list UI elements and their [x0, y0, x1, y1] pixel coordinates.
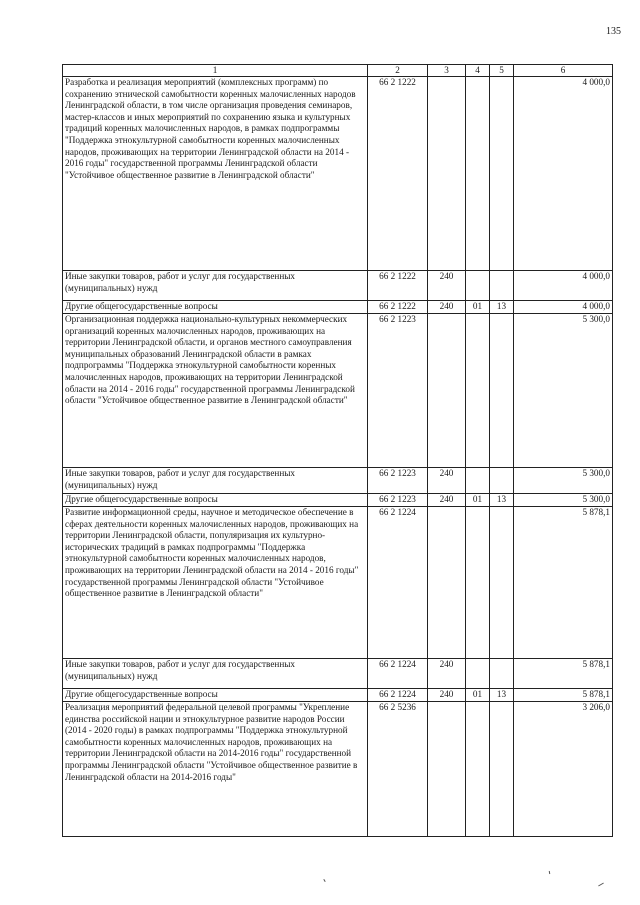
- row-pr-cell: [490, 77, 514, 271]
- row-amount-cell: 4 000,0: [514, 301, 613, 314]
- row-pr-cell: 13: [490, 301, 514, 314]
- row-name-cell: Реализация мероприятий федеральной целевой программы "Укрепление единства российской нации и этнокультурное развитие народов России (2014 - 2020 годы) в рамках подпрограммы "Поддержка этнокультурной самобытности коренных малочисленных народов, проживающих на территории Ленинградской области на 2014-2016 годы" государственной программы Ленинградской области "Устойчивое общественное развитие в Ленинградской области на 2014-2016 годы": [63, 702, 368, 837]
- row-code-cell: 66 2 1223: [368, 314, 428, 468]
- table-row: [63, 507, 613, 659]
- row-rz-cell: [466, 314, 490, 468]
- row-pr-cell: [490, 468, 514, 494]
- row-vr-cell: [428, 507, 466, 659]
- row-amount-cell: 5 878,1: [514, 689, 613, 702]
- row-rz-cell: 01: [466, 494, 490, 507]
- row-rz-cell: [466, 702, 490, 837]
- row-name-cell: Иные закупки товаров, работ и услуг для государственных (муниципальных) нужд: [63, 271, 368, 301]
- row-vr-cell: [428, 77, 466, 271]
- row-pr-cell: 13: [490, 689, 514, 702]
- row-name-cell: Иные закупки товаров, работ и услуг для государственных (муниципальных) нужд: [63, 659, 368, 689]
- row-vr-cell: 240: [428, 494, 466, 507]
- table-row: [63, 659, 613, 689]
- row-code-cell: 66 2 1224: [368, 507, 428, 659]
- row-code-cell: 66 2 1222: [368, 271, 428, 301]
- row-pr-cell: [490, 702, 514, 837]
- header-cell-1: 1: [63, 65, 368, 77]
- table-row: [63, 314, 613, 468]
- row-name-cell: Другие общегосударственные вопросы: [63, 301, 368, 314]
- row-amount-cell: 5 878,1: [514, 659, 613, 689]
- row-amount-cell: 4 000,0: [514, 77, 613, 271]
- header-cell-4: 4: [466, 65, 490, 77]
- row-rz-cell: [466, 659, 490, 689]
- row-rz-cell: 01: [466, 689, 490, 702]
- row-amount-cell: 5 300,0: [514, 468, 613, 494]
- header-cell-2: 2: [368, 65, 428, 77]
- row-code-cell: 66 2 1223: [368, 494, 428, 507]
- row-vr-cell: 240: [428, 659, 466, 689]
- header-cell-6: 6: [514, 65, 613, 77]
- row-code-cell: 66 2 1224: [368, 689, 428, 702]
- row-rz-cell: [466, 468, 490, 494]
- row-rz-cell: [466, 77, 490, 271]
- row-pr-cell: 13: [490, 494, 514, 507]
- row-vr-cell: 240: [428, 689, 466, 702]
- row-name-cell: Развитие информационной среды, научное и методическое обеспечение в сферах деятельности коренных малочисленных народов, проживающих на территории Ленинградской области, популяризация их культурно-исторических традиций в рамках подпрограммы "Поддержка этнокультурной самобытности коренных малочисленных народов, проживающих на территории Ленинградской области на 2014 - 2016 годы" государственной программы Ленинградской области "Устойчивое общественное развитие в Ленинградской области": [63, 507, 368, 659]
- row-rz-cell: [466, 271, 490, 301]
- row-name-cell: Организационная поддержка национально-культурных некоммерческих организаций коренных малочисленных народов, проживающих на территории Ленинградской области, и органов местного самоуправления муниципальных образований Ленинградской области в рамках подпрограммы "Поддержка этнокультурной самобытности коренных малочисленных народов, проживающих на территории Ленинградской области на 2014 - 2016 годы" государственной программы Ленинградской области "Устойчивое общественное развитие в Ленинградской области": [63, 314, 368, 468]
- table-row: [63, 77, 613, 271]
- row-pr-cell: [490, 659, 514, 689]
- table-row: [63, 271, 613, 301]
- row-vr-cell: 240: [428, 271, 466, 301]
- table-header-row: [63, 65, 613, 77]
- row-amount-cell: 5 300,0: [514, 314, 613, 468]
- table-row: [63, 689, 613, 702]
- row-name-cell: Иные закупки товаров, работ и услуг для государственных (муниципальных) нужд: [63, 468, 368, 494]
- row-pr-cell: [490, 271, 514, 301]
- row-name-cell: Другие общегосударственные вопросы: [63, 494, 368, 507]
- header-cell-5: 5: [490, 65, 514, 77]
- row-name-cell: Разработка и реализация мероприятий (комплексных программ) по сохранению этнической самобытности коренных малочисленных народов Ленинградской области, в том числе организация проведения семинаров, мастер-классов и иных мероприятий по сохранению языка и культурных традиций коренных малочисленных народов, в рамках подпрограммы "Поддержка этнокультурной самобытности коренных малочисленных народов, проживающих на территории Ленинградской области на 2014 - 2016 годы" государственной программы Ленинградской области "Устойчивое общественное развитие в Ленинградской области": [63, 77, 368, 271]
- row-code-cell: 66 2 5236: [368, 702, 428, 837]
- header-cell-3: 3: [428, 65, 466, 77]
- scan-mark: [598, 883, 604, 887]
- row-amount-cell: 3 206,0: [514, 702, 613, 837]
- budget-table: [62, 64, 613, 837]
- table-row: [63, 494, 613, 507]
- row-code-cell: 66 2 1222: [368, 301, 428, 314]
- row-vr-cell: [428, 702, 466, 837]
- row-pr-cell: [490, 314, 514, 468]
- scan-mark: [323, 879, 325, 882]
- row-vr-cell: [428, 314, 466, 468]
- row-code-cell: 66 2 1222: [368, 77, 428, 271]
- row-pr-cell: [490, 507, 514, 659]
- row-vr-cell: 240: [428, 301, 466, 314]
- row-rz-cell: 01: [466, 301, 490, 314]
- page-number: 135: [606, 26, 621, 37]
- row-name-cell: Другие общегосударственные вопросы: [63, 689, 368, 702]
- table-row: [63, 468, 613, 494]
- table-row: [63, 301, 613, 314]
- row-amount-cell: 5 300,0: [514, 494, 613, 507]
- row-amount-cell: 5 878,1: [514, 507, 613, 659]
- row-rz-cell: [466, 507, 490, 659]
- table-row: [63, 702, 613, 837]
- row-amount-cell: 4 000,0: [514, 271, 613, 301]
- row-code-cell: 66 2 1223: [368, 468, 428, 494]
- row-vr-cell: 240: [428, 468, 466, 494]
- row-code-cell: 66 2 1224: [368, 659, 428, 689]
- scan-mark: [549, 871, 551, 874]
